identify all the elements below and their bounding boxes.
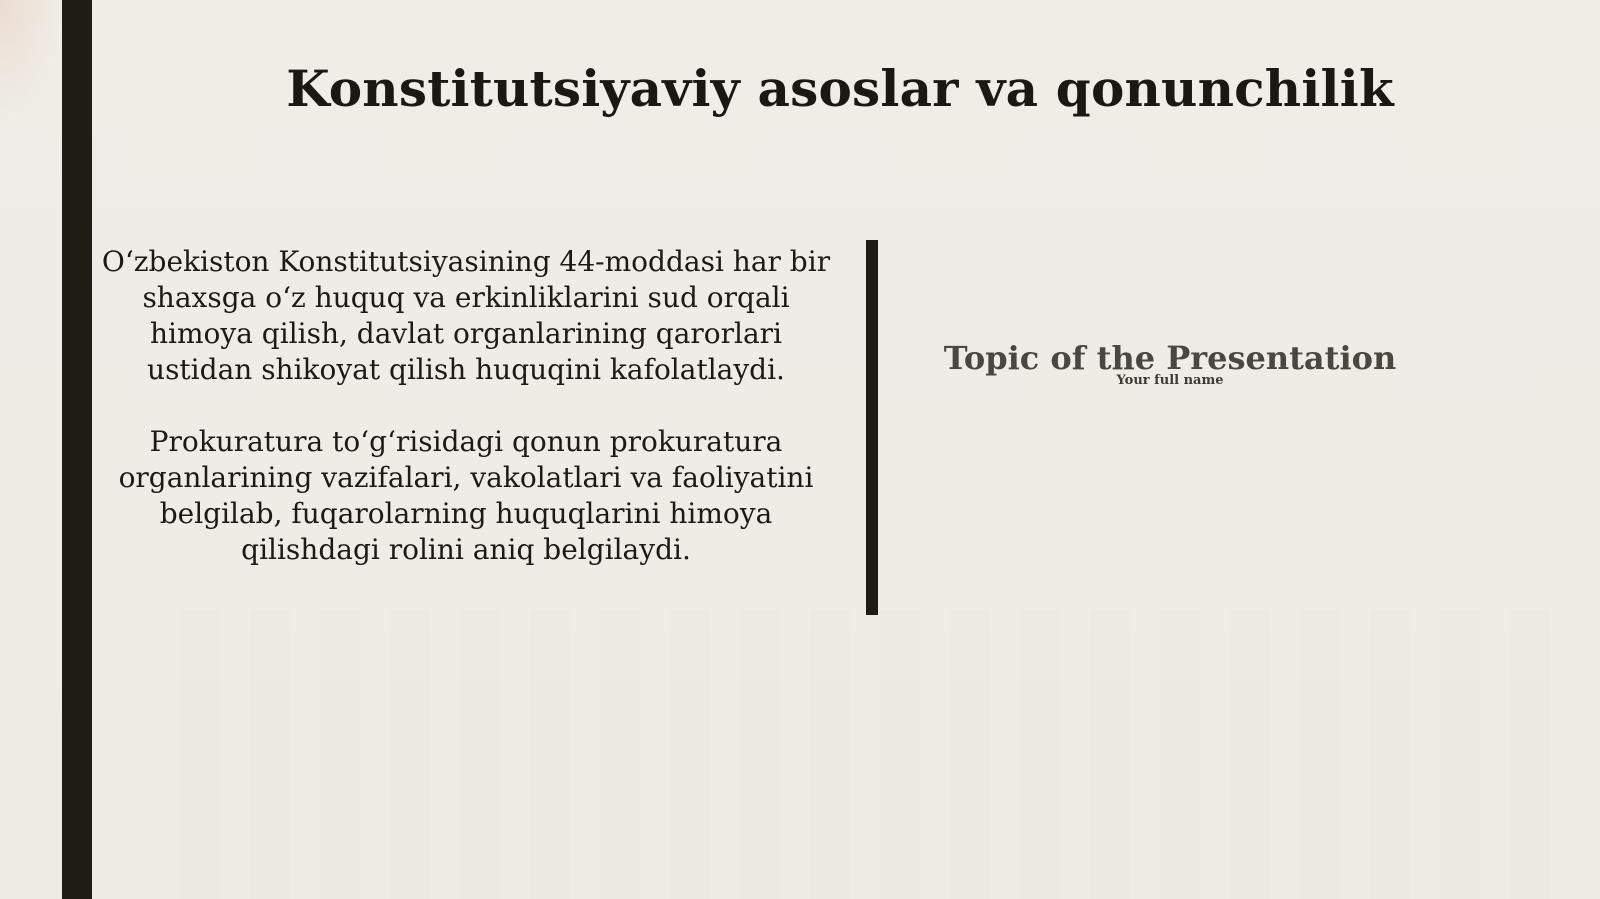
- vertical-divider: [866, 240, 878, 615]
- slide-title: Konstitutsiyaviy asoslar va qonunchilik: [286, 59, 1394, 118]
- paragraph-constitution: O‘zbekiston Konstitutsiyasining 44-moddasi har bir shaxsga o‘z huquq va erkinliklarini sud orqali himoya qilish, davlat organlarining qarorlari ustidan shikoyat qilish huquqini kafolatlaydi.: [101, 245, 831, 386]
- topic-placeholder: [920, 338, 1420, 388]
- body-text-block: [100, 244, 832, 568]
- topic-author-name: Your full name: [1116, 373, 1224, 388]
- paragraph-prosecution-law: Prokuratura to‘g‘risidagi qonun prokuratura organlarining vazifalari, vakolatlari va faoliyatini belgilab, fuqarolarning huquqlarini himoya qilishdagi rolini aniq belgilaydi.: [118, 425, 814, 566]
- topic-title: Topic of the Presentation: [943, 339, 1397, 377]
- background-watermark: [180, 610, 1580, 899]
- corner-decoration: [0, 0, 62, 120]
- left-accent-bar: [62, 0, 92, 899]
